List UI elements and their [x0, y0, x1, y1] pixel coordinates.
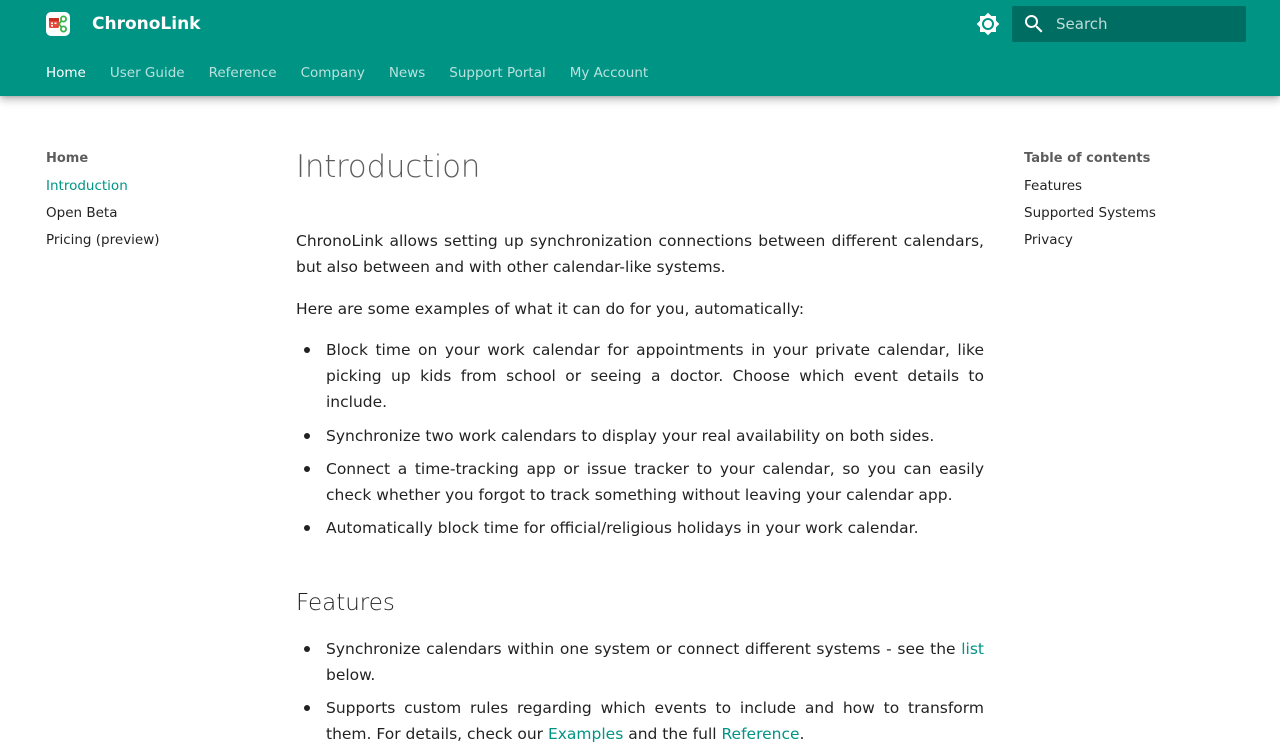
- search-input[interactable]: [1056, 6, 1240, 42]
- main-content: [296, 140, 984, 747]
- list-item: [296, 695, 984, 747]
- header-tabs: [46, 60, 672, 86]
- toc-item-supported-systems[interactable]: Supported Systems: [1024, 205, 1156, 221]
- feature-text: .: [799, 725, 805, 743]
- examples-link[interactable]: Examples: [547, 725, 624, 743]
- list-link[interactable]: list: [961, 640, 984, 658]
- examples-intro: Here are some examples of what it can do for you, automatically:: [296, 300, 805, 318]
- sidebar-title: Home: [46, 151, 89, 166]
- tab-my-account[interactable]: My Account: [569, 65, 649, 81]
- tab-news[interactable]: News: [388, 65, 426, 81]
- features-heading: Features: [296, 590, 395, 616]
- feature-text: below.: [326, 666, 376, 684]
- brightness-icon[interactable]: [976, 12, 1000, 36]
- feature-text: Supports custom rules regarding which events to include and how to transform them. For details, check our: [326, 699, 984, 743]
- table-of-contents: [1024, 148, 1254, 251]
- sidebar-nav: [46, 148, 266, 251]
- list-item: Connect a time-tracking app or issue tracker to your calendar, so you can easily check whether you forgot to track something without leaving your calendar app.: [296, 456, 984, 508]
- feature-text: and the full: [623, 725, 722, 743]
- feature-text: Synchronize calendars within one system or connect different systems - see the: [326, 640, 962, 658]
- tab-user-guide[interactable]: User Guide: [109, 65, 185, 81]
- site-header: [0, 0, 1280, 96]
- list-item: Synchronize two work calendars to display your real availability on both sides.: [296, 423, 984, 449]
- list-item: Block time on your work calendar for appointments in your private calendar, like picking up kids from school or seeing a doctor. Choose which event details to include.: [296, 337, 984, 415]
- tab-support-portal[interactable]: Support Portal: [449, 65, 546, 81]
- chronolink-logo-icon[interactable]: [46, 12, 70, 36]
- page-title: Introduction: [296, 149, 481, 185]
- sidebar-item-pricing[interactable]: Pricing (preview): [46, 232, 160, 248]
- toc-item-privacy[interactable]: Privacy: [1024, 232, 1073, 248]
- features-list: [296, 636, 984, 747]
- examples-list: [296, 337, 984, 541]
- site-title[interactable]: ChronoLink: [92, 14, 201, 34]
- toc-item-features[interactable]: Features: [1024, 178, 1083, 194]
- intro-paragraph: ChronoLink allows setting up synchronization connections between different calendars, but also between and with other calendar-like systems.: [296, 232, 984, 276]
- search-icon: [1022, 12, 1046, 36]
- sidebar-item-open-beta[interactable]: Open Beta: [46, 205, 118, 221]
- toc-title: Table of contents: [1024, 151, 1151, 166]
- search-box[interactable]: [1012, 6, 1246, 42]
- sidebar-item-introduction[interactable]: Introduction: [46, 178, 128, 194]
- tab-company[interactable]: Company: [300, 65, 365, 81]
- reference-link[interactable]: Reference: [721, 725, 800, 743]
- list-item: [296, 636, 984, 688]
- list-item: Automatically block time for official/religious holidays in your work calendar.: [296, 515, 984, 541]
- tab-reference[interactable]: Reference: [208, 65, 277, 81]
- tab-home[interactable]: Home: [46, 65, 86, 81]
